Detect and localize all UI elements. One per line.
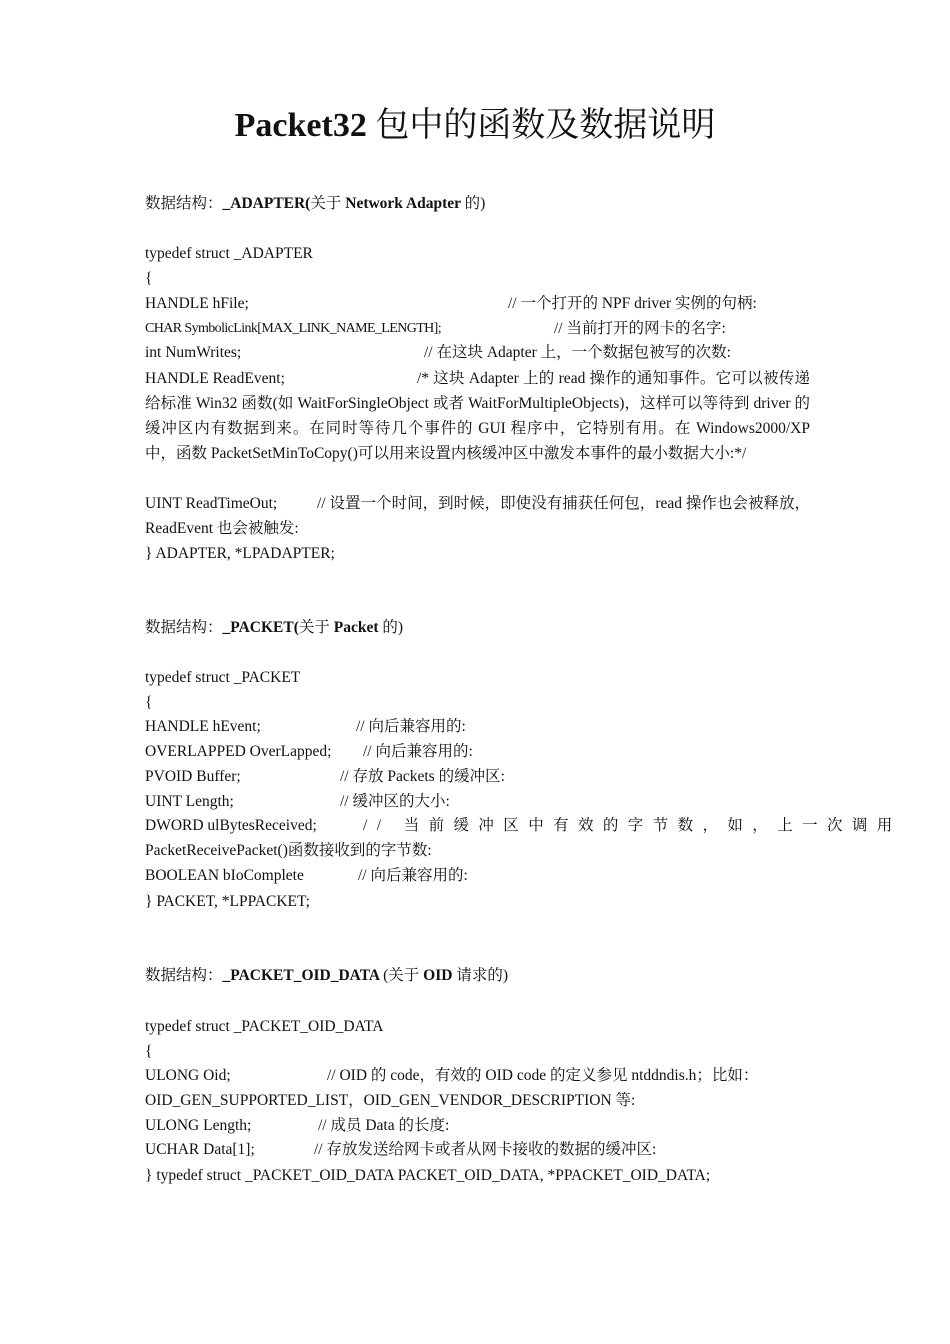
field-row: HANDLE hFile; bbox=[145, 295, 249, 312]
close-brace-line: } PACKET, *LPPACKET; bbox=[145, 893, 310, 910]
field-row: CHAR SymbolicLink[MAX_LINK_NAME_LENGTH]; bbox=[145, 321, 442, 336]
field-comment: // 一个打开的 NPF driver 实例的句柄: bbox=[508, 295, 757, 312]
field-row: UINT Length; bbox=[145, 793, 234, 810]
field-row: DWORD ulBytesReceived; bbox=[145, 817, 317, 834]
field-comment: // 在这块 Adapter 上，一个数据包被写的次数: bbox=[424, 344, 731, 361]
field-row: BOOLEAN bIoComplete bbox=[145, 867, 304, 884]
field-paragraph: HANDLE ReadEvent; /* 这块 Adapter 上的 read 操作的通知事件。它可以被传递给标准 Win32 函数(如 WaitForSingleObject 或者 WaitForMultipleObjects)，这样可以等待到 driver 的缓冲区内有数据到来。在同时等待几个事件的 GUI 程序中，它特别有用。在 Windows2000/XP 中，函数 PacketSetMinToCopy()可以用来设置内核缓冲区中激发本事件的最小数据大小:*/ bbox=[145, 370, 810, 462]
field-comment: // OID 的 code，有效的 OID code 的定义参见 ntddndis.h；比如： bbox=[327, 1067, 759, 1084]
open-brace: { bbox=[145, 1043, 153, 1060]
typedef-line: typedef struct _ADAPTER bbox=[145, 245, 313, 262]
title-bold: Packet32 bbox=[234, 107, 367, 144]
field-row: ULONG Length; bbox=[145, 1117, 252, 1134]
field-comment: // 当前打开的网卡的名字: bbox=[554, 320, 726, 337]
field-comment: // 向后兼容用的: bbox=[356, 718, 466, 735]
close-brace-line: } typedef struct _PACKET_OID_DATA PACKET_OID_DATA, *PPACKET_OID_DATA; bbox=[145, 1167, 711, 1184]
field-comment: // 成员 Data 的长度: bbox=[318, 1117, 450, 1134]
field-comment: // 当前缓冲区中有效的字节数，如，上一次调用 bbox=[363, 817, 902, 834]
field-row: HANDLE hEvent; bbox=[145, 718, 261, 735]
field-row: OVERLAPPED OverLapped; bbox=[145, 743, 332, 760]
close-brace-line: } ADAPTER, *LPADAPTER; bbox=[145, 545, 335, 562]
field-paragraph: UINT ReadTimeOut; // 设置一个时间，到时候，即使没有捕获任何包，read 操作也会被释放，ReadEvent 也会被触发: bbox=[145, 495, 810, 537]
typedef-line: typedef struct _PACKET_OID_DATA bbox=[145, 1018, 384, 1035]
field-comment: // 存放发送给网卡或者从网卡接收的数据的缓冲区: bbox=[314, 1141, 657, 1158]
open-brace: { bbox=[145, 694, 153, 711]
section-heading-adapter: 数据结构：_ADAPTER(关于 Network Adapter 的) bbox=[145, 195, 486, 212]
field-comment-continuation: PacketReceivePacket()函数接收到的字节数: bbox=[145, 842, 432, 859]
open-brace: { bbox=[145, 270, 153, 287]
field-comment: // 缓冲区的大小: bbox=[340, 793, 450, 810]
field-comment-continuation: OID_GEN_SUPPORTED_LIST，OID_GEN_VENDOR_DESCRIPTION 等: bbox=[145, 1092, 636, 1109]
field-row: UCHAR Data[1]; bbox=[145, 1141, 255, 1158]
field-row: ULONG Oid; bbox=[145, 1067, 231, 1084]
field-comment: // 向后兼容用的: bbox=[358, 867, 468, 884]
field-comment: // 存放 Packets 的缓冲区: bbox=[340, 768, 505, 785]
page-title bbox=[0, 104, 950, 148]
typedef-line: typedef struct _PACKET bbox=[145, 669, 301, 686]
field-comment: // 向后兼容用的: bbox=[363, 743, 473, 760]
section-heading-packet-oid-data: 数据结构：_PACKET_OID_DATA (关于 OID 请求的) bbox=[145, 967, 509, 984]
title-rest: 包中的函数及数据说明 bbox=[366, 107, 716, 144]
section-heading-packet: 数据结构：_PACKET(关于 Packet 的) bbox=[145, 619, 404, 636]
field-row: PVOID Buffer; bbox=[145, 768, 241, 785]
field-row: int NumWrites; bbox=[145, 344, 242, 361]
